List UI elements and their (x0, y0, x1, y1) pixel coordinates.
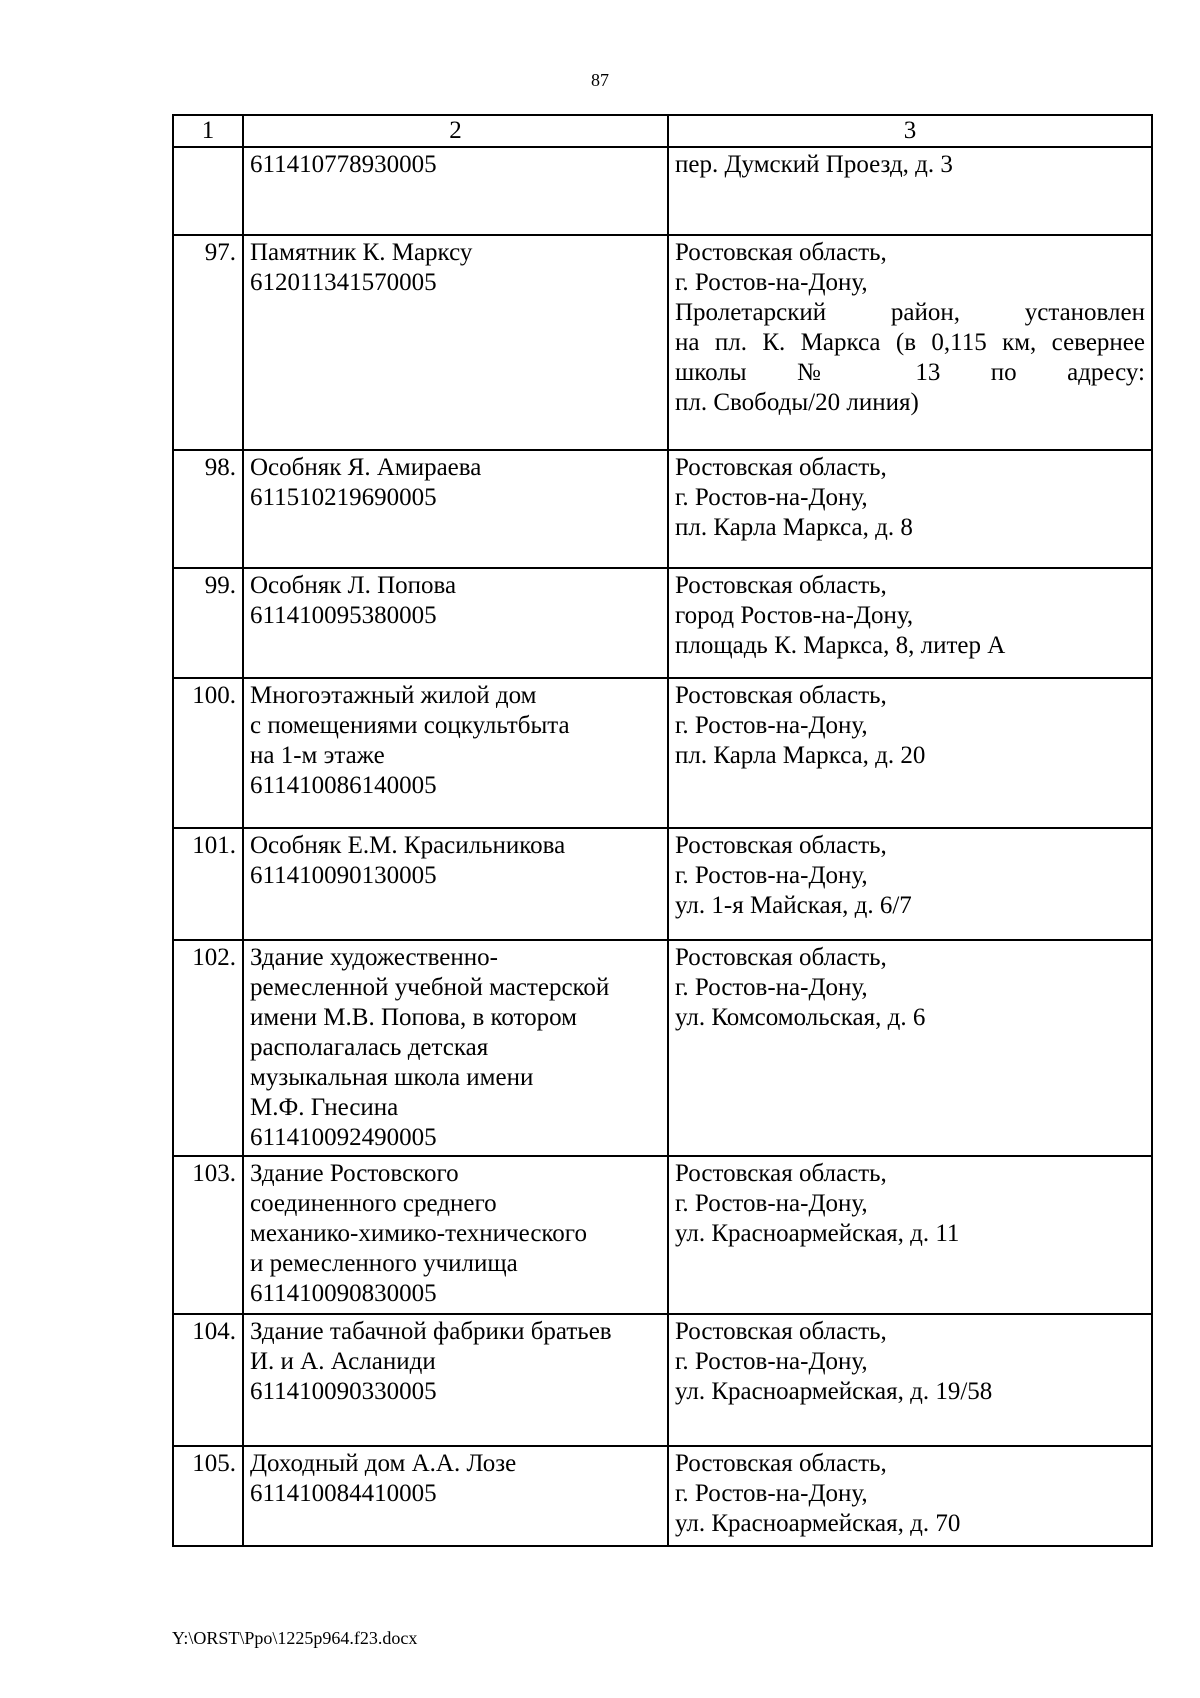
table-row (173, 235, 1152, 450)
object-name-line: располагалась детская (250, 1034, 489, 1061)
table-row (173, 147, 1152, 235)
address-line: пер. Думский Проезд, д. 3 (675, 151, 953, 178)
table-row (173, 1156, 1152, 1314)
object-name-line: и ремесленного училища (250, 1250, 518, 1277)
address-line: Пролетарский район, установлен (675, 299, 1145, 326)
address-cell (668, 147, 1152, 235)
column-header-name: 2 (243, 115, 668, 147)
object-name-cell (243, 828, 668, 940)
table-row (173, 568, 1152, 678)
object-name-line: 611410090130005 (250, 862, 437, 889)
address-line: г. Ростов-на-Дону, (675, 269, 868, 296)
object-name-cell (243, 1446, 668, 1546)
table-row (173, 450, 1152, 568)
row-number: 105. (173, 1446, 243, 1546)
address-line: Ростовская область, (675, 239, 887, 266)
object-name-line: Памятник К. Марксу (250, 239, 473, 266)
column-header-number: 1 (173, 115, 243, 147)
file-path-footer: Y:\ORST\Ppo\1225p964.f23.docx (172, 1628, 418, 1648)
address-line: г. Ростов-на-Дону, (675, 1348, 868, 1375)
object-name-line: 611410086140005 (250, 772, 437, 799)
row-number: 98. (173, 450, 243, 568)
address-line: г. Ростов-на-Дону, (675, 712, 868, 739)
address-line: Ростовская область, (675, 572, 887, 599)
object-name-line: ремесленной учебной мастерской (250, 974, 610, 1001)
address-line: г. Ростов-на-Дону, (675, 862, 868, 889)
address-line: ул. Красноармейская, д. 19/58 (675, 1378, 993, 1405)
address-line: Ростовская область, (675, 944, 887, 971)
object-name-cell (243, 235, 668, 450)
column-header-address: 3 (668, 115, 1152, 147)
object-name-cell (243, 568, 668, 678)
address-line: Ростовская область, (675, 832, 887, 859)
address-line: на пл. К. Маркса (в 0,115 км, севернее (675, 329, 1145, 356)
table-row (173, 940, 1152, 1156)
object-name-cell (243, 147, 668, 235)
object-name-line: 611410084410005 (250, 1480, 437, 1507)
row-number: 103. (173, 1156, 243, 1314)
table-row (173, 828, 1152, 940)
address-line: пл. Свободы/20 линия) (675, 389, 919, 416)
object-name-cell (243, 678, 668, 828)
address-line: город Ростов-на-Дону, (675, 602, 914, 629)
table-row (173, 678, 1152, 828)
address-line: ул. Красноармейская, д. 70 (675, 1510, 961, 1537)
address-cell (668, 1446, 1152, 1546)
object-name-line: Многоэтажный жилой дом (250, 682, 537, 709)
address-cell (668, 1156, 1152, 1314)
object-name-line: 611510219690005 (250, 484, 437, 511)
address-line: Ростовская область, (675, 1160, 887, 1187)
row-number: 100. (173, 678, 243, 828)
address-line: ул. Комсомольская, д. 6 (675, 1004, 926, 1031)
address-line: г. Ростов-на-Дону, (675, 484, 868, 511)
object-name-line: соединенного среднего (250, 1190, 497, 1217)
address-cell (668, 678, 1152, 828)
address-line: Ростовская область, (675, 1450, 887, 1477)
object-name-line: имени М.В. Попова, в котором (250, 1004, 578, 1031)
object-name-cell (243, 1314, 668, 1446)
object-name-line: Здание Ростовского (250, 1160, 459, 1187)
address-cell (668, 235, 1152, 450)
address-line: Ростовская область, (675, 454, 887, 481)
address-cell (668, 940, 1152, 1156)
object-name-line: 611410092490005 (250, 1124, 437, 1151)
object-name-line: Особняк Е.М. Красильникова (250, 832, 566, 859)
object-name-line: 611410778930005 (250, 151, 437, 178)
table-header-row (173, 115, 1152, 147)
address-line: пл. Карла Маркса, д. 8 (675, 514, 913, 541)
address-line: ул. Красноармейская, д. 11 (675, 1220, 960, 1247)
object-name-line: М.Ф. Гнесина (250, 1094, 399, 1121)
object-name-line: с помещениями соцкультбыта (250, 712, 570, 739)
object-name-line: И. и А. Асланиди (250, 1348, 436, 1375)
object-name-cell (243, 940, 668, 1156)
object-name-line: механико-химико-технического (250, 1220, 587, 1247)
address-cell (668, 828, 1152, 940)
object-name-line: Здание художественно- (250, 944, 498, 971)
row-number: 102. (173, 940, 243, 1156)
address-line: школы № 13 по адресу: (675, 359, 1145, 386)
address-line: Ростовская область, (675, 1318, 887, 1345)
address-cell (668, 1314, 1152, 1446)
object-name-line: Особняк Л. Попова (250, 572, 457, 599)
object-name-line: 611410090830005 (250, 1280, 437, 1307)
object-name-line: 612011341570005 (250, 269, 437, 296)
object-name-line: музыкальная школа имени (250, 1064, 534, 1091)
address-cell (668, 450, 1152, 568)
row-number: 101. (173, 828, 243, 940)
object-name-cell (243, 450, 668, 568)
address-line: г. Ростов-на-Дону, (675, 974, 868, 1001)
address-line: г. Ростов-на-Дону, (675, 1480, 868, 1507)
table-row (173, 1446, 1152, 1546)
object-name-line: Здание табачной фабрики братьев (250, 1318, 612, 1345)
address-cell (668, 568, 1152, 678)
row-number (173, 147, 243, 235)
row-number: 104. (173, 1314, 243, 1446)
row-number: 97. (173, 235, 243, 450)
table-row (173, 1314, 1152, 1446)
object-name-line: на 1-м этаже (250, 742, 385, 769)
address-line: пл. Карла Маркса, д. 20 (675, 742, 926, 769)
row-number: 99. (173, 568, 243, 678)
page-number: 87 (591, 70, 609, 90)
address-line: ул. 1-я Майская, д. 6/7 (675, 892, 912, 919)
address-line: Ростовская область, (675, 682, 887, 709)
address-line: г. Ростов-на-Дону, (675, 1190, 868, 1217)
object-name-line: 611410090330005 (250, 1378, 437, 1405)
address-line: площадь К. Маркса, 8, литер А (675, 632, 1006, 659)
object-name-cell (243, 1156, 668, 1314)
heritage-registry-table (172, 114, 1153, 1547)
object-name-line: Особняк Я. Амираева (250, 454, 482, 481)
object-name-line: 611410095380005 (250, 602, 437, 629)
object-name-line: Доходный дом А.А. Лозе (250, 1450, 517, 1477)
